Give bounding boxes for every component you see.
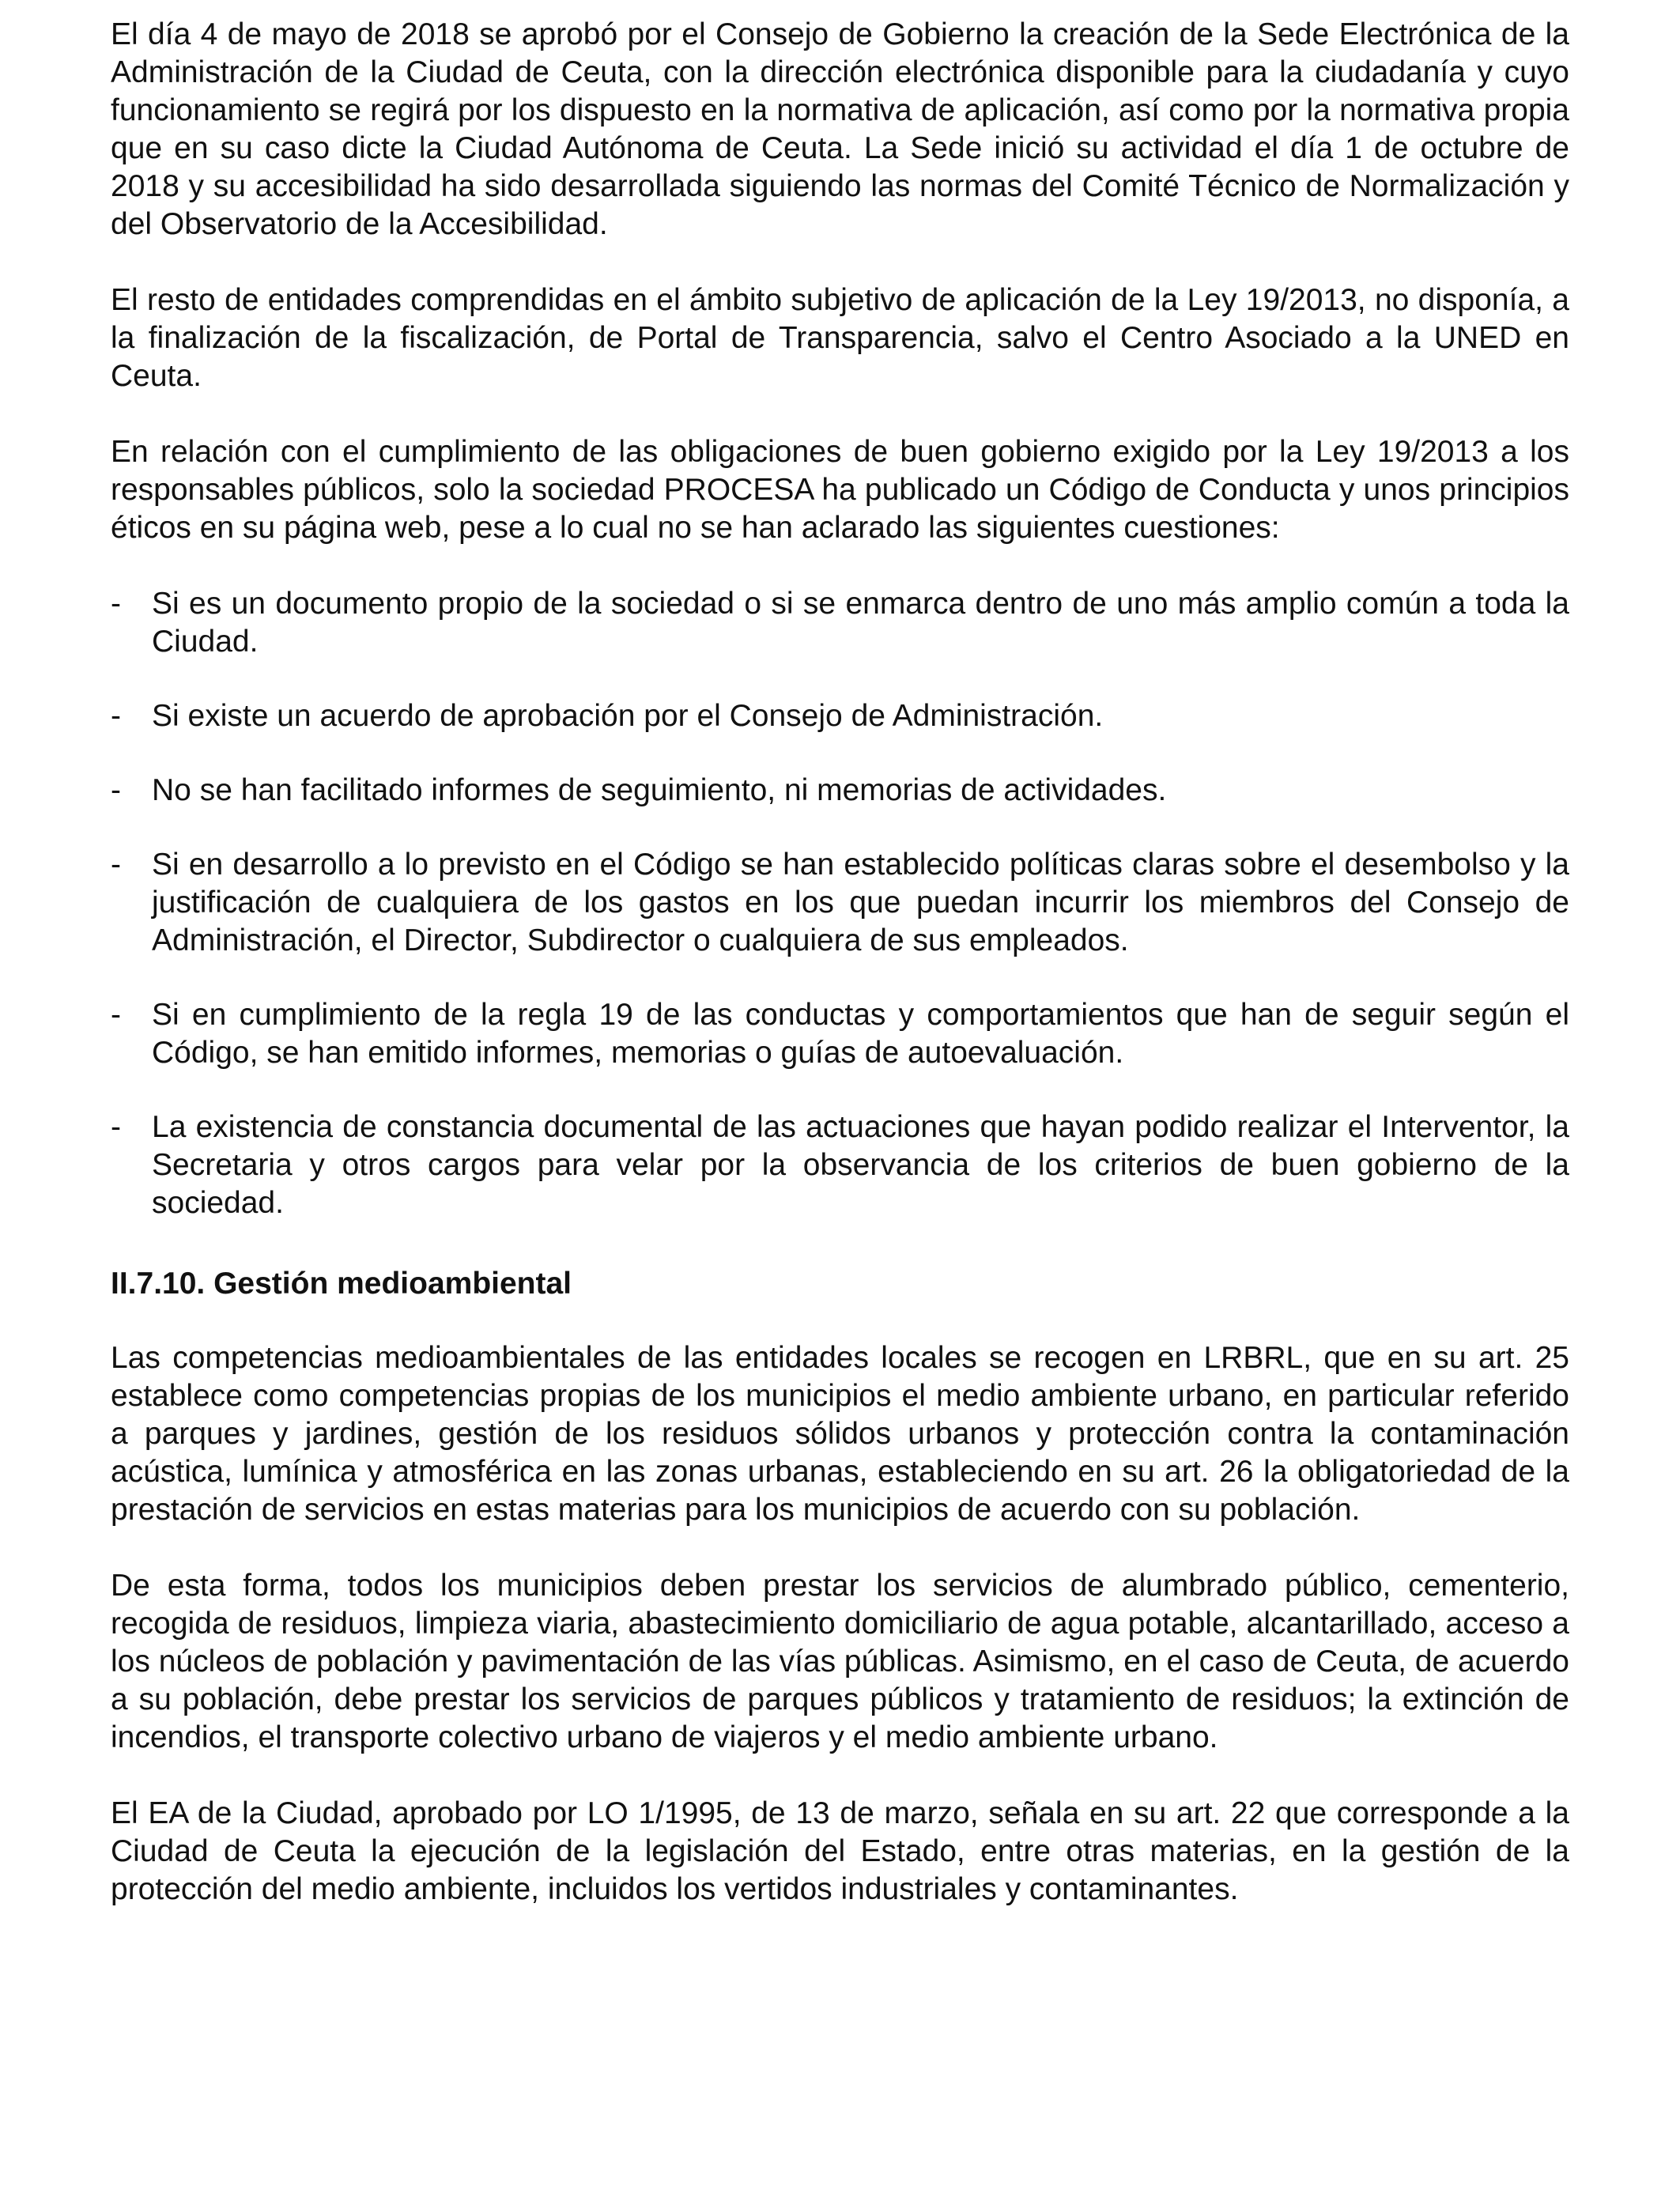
- bullet-dash: -: [111, 699, 121, 733]
- list-item-text: La existencia de constancia documental de las actuaciones que hayan podido realizar el Interventor, la Secretaria y otros cargos para velar por la observancia de los criterios de buen gobierno de la sociedad.: [152, 1110, 1569, 1220]
- list-item: [111, 1108, 1569, 1222]
- list-item-text: Si en desarrollo a lo previsto en el Código se han establecido políticas claras sobre el desembolso y la justificación de cualquiera de los gastos en los que puedan incurrir los miembros del Consejo de Administración, el Director, Subdirector o cualquiera de sus empleados.: [152, 848, 1569, 957]
- bullet-dash: -: [111, 773, 121, 807]
- list-item: [111, 846, 1569, 960]
- bullet-dash: -: [111, 998, 121, 1032]
- section-heading: II.7.10. Gestión medioambiental: [111, 1267, 572, 1301]
- list-item: [111, 772, 1569, 810]
- paragraph-estatuto: El EA de la Ciudad, aprobado por LO 1/1995, de 13 de marzo, señala en su art. 22 que corresponde a la Ciudad de Ceuta la ejecución de la legislación del Estado, entre otras materias, en la gestión de la protección del medio ambiente, incluidos los vertidos industriales y contaminantes.: [111, 1796, 1569, 1906]
- list-item-text: No se han facilitado informes de seguimiento, ni memorias de actividades.: [152, 773, 1167, 807]
- paragraph-servicios: De esta forma, todos los municipios deben prestar los servicios de alumbrado público, cementerio, recogida de residuos, limpieza viaria, abastecimiento domiciliario de agua potable, alcantarillado, acceso a los núcleos de población y pavimentación de las vías públicas. Asimismo, en el caso de Ceuta, de acuerdo a su población, debe prestar los servicios de parques públicos y tratamiento de residuos; la extinción de incendios, el transporte colectivo urbano de viajeros y el medio ambiente urbano.: [111, 1569, 1569, 1754]
- paragraph-portal-transparencia: El resto de entidades comprendidas en el ámbito subjetivo de aplicación de la Ley 19/2013, no disponía, a la finalización de la fiscalización, de Portal de Transparencia, salvo el Centro Asociado a la UNED en Ceuta.: [111, 283, 1569, 393]
- list-item-text: Si en cumplimiento de la regla 19 de las conductas y comportamientos que han de seguir según el Código, se han emitido informes, memorias o guías de autoevaluación.: [152, 998, 1569, 1070]
- paragraph-buen-gobierno: En relación con el cumplimiento de las obligaciones de buen gobierno exigido por la Ley 19/2013 a los responsables públicos, solo la sociedad PROCESA ha publicado un Código de Conducta y unos principios éticos en su página web, pese a lo cual no se han aclarado las siguientes cuestiones:: [111, 435, 1569, 545]
- list-item: [111, 585, 1569, 661]
- list-item: [111, 697, 1569, 735]
- list-item-text: Si es un documento propio de la sociedad o si se enmarca dentro de uno más amplio común a toda la Ciudad.: [152, 587, 1569, 659]
- bullet-dash: -: [111, 587, 121, 621]
- list-item: [111, 996, 1569, 1072]
- list-item-text: Si existe un acuerdo de aprobación por el Consejo de Administración.: [152, 699, 1104, 733]
- bullet-dash: -: [111, 1110, 121, 1144]
- paragraph-sede-electronica: El día 4 de mayo de 2018 se aprobó por el Consejo de Gobierno la creación de la Sede Electrónica de la Administración de la Ciudad de Ceuta, con la dirección electrónica disponible para la ciudadanía y cuyo funcionamiento se regirá por los dispuesto en la normativa de aplicación, así como por la normativa propia que en su caso dicte la Ciudad Autónoma de Ceuta. La Sede inició su actividad el día 1 de octubre de 2018 y su accesibilidad ha sido desarrollada siguiendo las normas del Comité Técnico de Normalización y del Observatorio de la Accesibilidad.: [111, 17, 1569, 241]
- cuestiones-list: [111, 585, 1569, 1222]
- document-page: [111, 16, 1569, 1947]
- paragraph-competencias: Las competencias medioambientales de las entidades locales se recogen en LRBRL, que en su art. 25 establece como competencias propias de los municipios el medio ambiente urbano, en particular referido a parques y jardines, gestión de los residuos sólidos urbanos y protección contra la contaminación acústica, lumínica y atmosférica en las zonas urbanas, estableciendo en su art. 26 la obligatoriedad de la prestación de servicios en estas materias para los municipios de acuerdo con su población.: [111, 1341, 1569, 1527]
- bullet-dash: -: [111, 848, 121, 882]
